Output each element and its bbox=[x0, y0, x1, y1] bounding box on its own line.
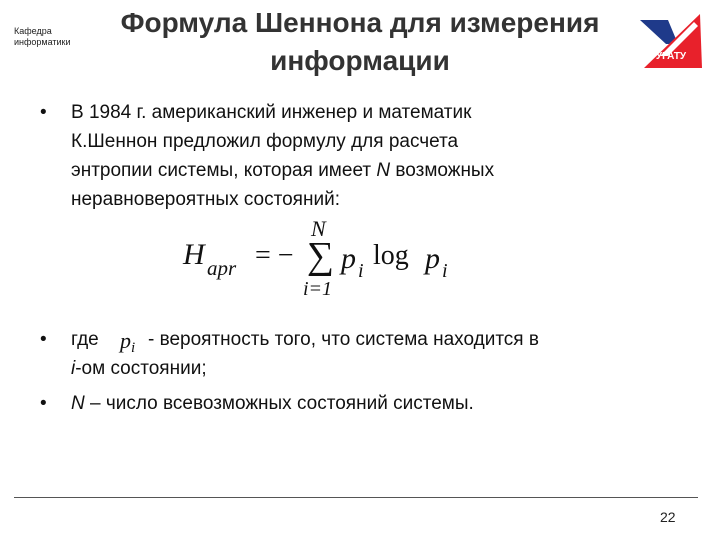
bullet-1-line-3-a: энтропии системы, которая имеет bbox=[71, 160, 377, 181]
formula-p1: p bbox=[341, 242, 356, 275]
formula-p2: p bbox=[425, 242, 440, 275]
title-line-1: Формула Шеннона для измерения bbox=[120, 7, 600, 38]
logo-blue-wing bbox=[640, 20, 678, 44]
title-line-2: информации bbox=[270, 45, 450, 76]
formula-log: log bbox=[373, 240, 409, 271]
bullet-3-var-n: N bbox=[71, 393, 85, 414]
formula-sum-symbol: ∑ bbox=[307, 235, 335, 277]
bullet-2-symbol bbox=[120, 328, 135, 357]
bullet-3-marker: • bbox=[40, 393, 47, 414]
department-label bbox=[14, 26, 71, 48]
bullet-2-marker: • bbox=[40, 329, 47, 350]
bullet-1-marker: • bbox=[40, 102, 47, 123]
bullet-1-var-n: N bbox=[376, 160, 391, 181]
shannon-formula bbox=[183, 216, 463, 310]
bullet-3-rest: – число всевозможных состояний системы. bbox=[84, 393, 474, 414]
formula-equals-minus: = − bbox=[255, 240, 294, 271]
bullet-1-line-3 bbox=[71, 156, 494, 185]
footer-divider bbox=[14, 497, 698, 498]
logo-text: УГАТУ bbox=[655, 51, 687, 62]
department-line-2: информатики bbox=[14, 37, 71, 47]
bullet-3-text bbox=[71, 389, 474, 418]
formula-sum-upper: N bbox=[311, 216, 326, 241]
formula-p1-sub: i bbox=[358, 260, 364, 282]
bullet-2-symbol-sub: i bbox=[131, 340, 136, 356]
formula-h: H bbox=[183, 238, 205, 271]
formula-p2-sub: i bbox=[442, 260, 448, 282]
bullet-2-text: - вероятность того, что система находится в bbox=[148, 329, 539, 350]
bullet-2-var-i: i bbox=[71, 358, 76, 379]
bullet-1-line-1: В 1984 г. американский инженер и математик bbox=[71, 102, 472, 123]
bullet-2-symbol-p: p bbox=[120, 328, 131, 353]
bullet-2-line-2-rest: -ом состоянии; bbox=[75, 358, 207, 379]
page-number: 22 bbox=[660, 509, 676, 525]
formula-sum-lower: i=1 bbox=[303, 278, 333, 300]
bullet-1-line-4: неравновероятных состояний: bbox=[71, 189, 340, 210]
bullet-1-line-3-b: возможных bbox=[390, 160, 495, 181]
formula-h-sub: apr bbox=[207, 256, 237, 280]
bullet-1-line-2: К.Шеннон предложил формулу для расчета bbox=[71, 131, 459, 152]
bullet-2-line-2 bbox=[71, 354, 207, 383]
bullet-2-lead: где bbox=[71, 329, 99, 350]
department-line-1: Кафедра bbox=[14, 26, 52, 36]
bullet-1-text bbox=[71, 98, 494, 214]
page-title bbox=[90, 4, 630, 80]
